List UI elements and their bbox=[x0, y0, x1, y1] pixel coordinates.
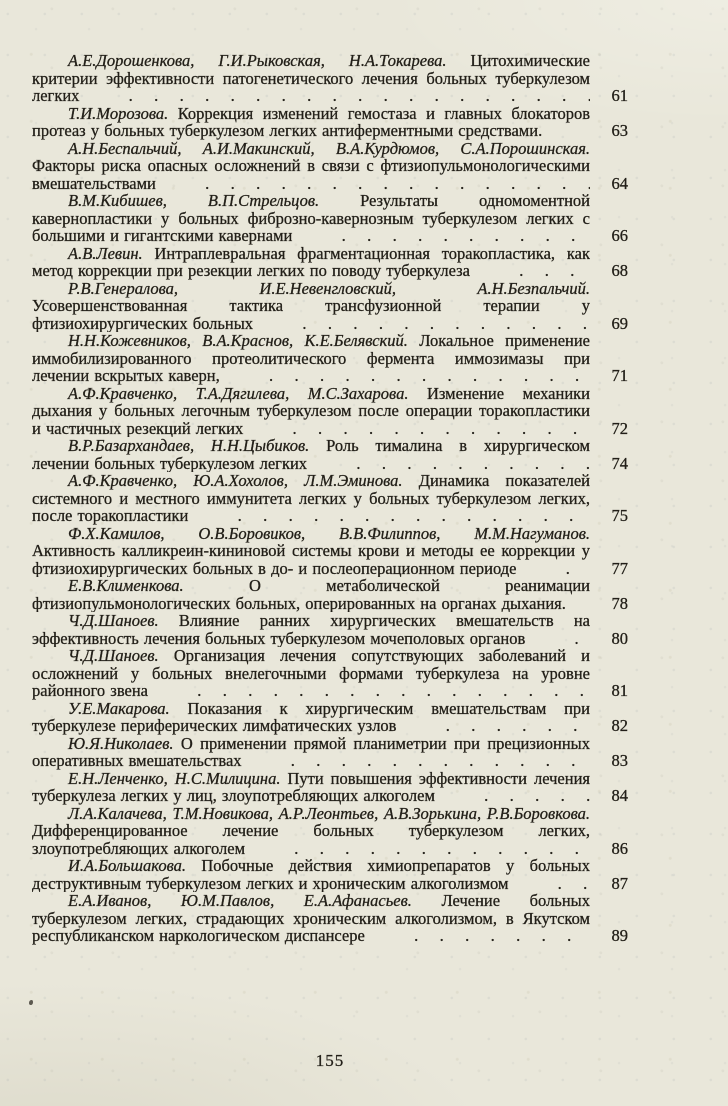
toc-entry bbox=[32, 245, 628, 280]
entry-text bbox=[32, 437, 590, 472]
entry-page-number: 74 bbox=[611, 453, 628, 473]
entry-authors: А.Ф.Кравченко, Ю.А.Хохолов, Л.М.Эминова. bbox=[68, 472, 419, 490]
entry-text bbox=[32, 700, 590, 735]
entry-title: Коррекция изменений гемостаза и главных блокаторов протеаз у больных туберкулезом легких антиферментными средствами. bbox=[32, 104, 590, 140]
entry-page-number: 69 bbox=[611, 313, 628, 333]
entry-title: Факторы риска опасных осложнений в связи с фтизиопульмонологическими вмешательствами bbox=[32, 156, 590, 192]
toc-entry bbox=[32, 52, 628, 105]
entry-title: Лечение больных туберкулезом легких, страдающих хроническим алкоголизмом, в Якутском республиканском наркологическом диспансере bbox=[32, 892, 590, 945]
toc-entry bbox=[32, 857, 628, 892]
entry-text bbox=[32, 577, 590, 612]
entry-title: Побочные действия химиопрепаратов у больных деструктивным туберкулезом легких и хроническим алкоголизмом bbox=[32, 857, 590, 892]
entry-authors: Ф.Х.Камилов, О.В.Боровиков, В.В.Филиппов, М.М.Нагуманов. bbox=[68, 524, 590, 543]
entry-text bbox=[32, 857, 590, 892]
toc-list bbox=[32, 52, 628, 945]
entry-authors: Е.А.Иванов, Ю.М.Павлов, Е.А.Афанасьев. bbox=[68, 892, 442, 910]
entry-authors: Ч.Д.Шаноев. bbox=[68, 647, 174, 665]
toc-entry bbox=[32, 472, 628, 525]
entry-authors: А.Ф.Кравченко, Т.А.Дягилева, М.С.Захарова. bbox=[68, 384, 427, 403]
entry-authors: Е.Н.Ленченко, Н.С.Милицина. bbox=[68, 769, 288, 788]
entry-page-number: 77 bbox=[611, 558, 628, 578]
entry-authors: А.Н.Беспальчий, А.И.Макинский, В.А.Курдюмов, С.А.Порошинская. bbox=[68, 139, 590, 158]
toc-entry bbox=[32, 280, 628, 333]
entry-page-number: 81 bbox=[611, 681, 628, 700]
entry-title: Интраплевральная фрагментационная торакопластика, как метод коррекции при резекции легких по поводу туберкулеза bbox=[32, 244, 590, 280]
entry-text bbox=[32, 192, 590, 245]
entry-text bbox=[32, 805, 590, 858]
page-number-footer: 155 bbox=[315, 1051, 345, 1070]
entry-title: Влияние ранних хирургических вмешательств на эффективность лечения больных туберкулезом мочеполовых органов bbox=[32, 612, 590, 647]
toc-entry bbox=[32, 577, 628, 612]
entry-text bbox=[32, 52, 590, 105]
entry-text bbox=[32, 647, 590, 700]
entry-page-number: 63 bbox=[611, 121, 628, 140]
toc-entry bbox=[32, 332, 628, 385]
toc-entry bbox=[32, 140, 628, 193]
entry-page-number: 83 bbox=[611, 751, 628, 770]
entry-text bbox=[32, 140, 590, 193]
entry-authors: Е.В.Клименкова. bbox=[68, 577, 249, 595]
toc-entry bbox=[32, 700, 628, 735]
entry-authors: Ч.Д.Шаноев. bbox=[68, 612, 179, 630]
entry-title: Результаты одномоментной кавернопластики у больных фиброзно-кавернозным туберкулезом легких с большими и гигантскими кавернами bbox=[32, 192, 590, 245]
entry-authors: Р.В.Генералова, И.Е.Невенгловский, А.Н.Безпальчий. bbox=[68, 279, 590, 298]
entry-title: Роль тималина в хирургическом лечении больных туберкулезом легких bbox=[32, 437, 590, 472]
entry-text bbox=[32, 472, 590, 525]
entry-title: Организация лечения сопутствующих заболеваний и осложнений у больных внелегочными формами туберкулеза на уровне районного звена bbox=[32, 647, 590, 700]
entry-text bbox=[32, 770, 590, 805]
entry-title: О метаболической реанимации фтизиопульмонологических больных, оперированных на органах дыхания. bbox=[32, 577, 590, 612]
entry-title: Локальное применение иммобилизированного протеолитического фермента иммозимазы при лечении вскрытых каверн, bbox=[32, 332, 590, 385]
entry-page-number: 61 bbox=[611, 86, 628, 105]
entry-authors: В.Р.Базархандаев, Н.Н.Цыбиков. bbox=[68, 437, 327, 455]
entry-page-number: 87 bbox=[611, 873, 628, 893]
entry-title: Пути повышения эффективности лечения туберкулеза легких у лиц, злоупотребляющих алкоголем bbox=[32, 769, 590, 805]
entry-title: Динамика показателей системного и местного иммунитета легких у больных туберкулезом легких, после торакопластики bbox=[32, 472, 590, 525]
toc-entry bbox=[32, 647, 628, 700]
entry-page-number: 78 bbox=[611, 593, 628, 613]
entry-authors: А.Е.Дорошенкова, Г.И.Рыковская, Н.А.Токарева. bbox=[68, 52, 471, 70]
entry-page-number: 86 bbox=[611, 838, 628, 858]
entry-page-number: 89 bbox=[611, 926, 628, 945]
entry-text bbox=[32, 735, 590, 770]
toc-entry bbox=[32, 437, 628, 472]
entry-page-number: 71 bbox=[611, 366, 628, 385]
entry-title: Цитохимические критерии эффективности патогенетического лечения больных туберкулезом легких bbox=[32, 52, 590, 105]
entry-page-number: 84 bbox=[611, 786, 628, 805]
entry-page-number: 64 bbox=[611, 173, 628, 193]
toc-entry bbox=[32, 805, 628, 858]
toc-entry bbox=[32, 892, 628, 945]
entry-text bbox=[32, 892, 590, 945]
toc-entry bbox=[32, 192, 628, 245]
entry-text bbox=[32, 332, 590, 385]
toc-entry bbox=[32, 770, 628, 805]
entry-title: Показания к хирургическим вмешательствам при туберкулезе периферических лимфатических узлов bbox=[32, 699, 590, 735]
entry-page-number: 80 bbox=[611, 628, 628, 648]
toc-entry bbox=[32, 385, 628, 438]
toc-entry bbox=[32, 735, 628, 770]
entry-authors: Т.И.Морозова. bbox=[68, 104, 178, 123]
entry-authors: Н.Н.Кожевников, В.А.Краснов, К.Е.Белявский. bbox=[68, 332, 420, 350]
entry-text bbox=[32, 525, 590, 578]
entry-page-number: 68 bbox=[611, 261, 628, 280]
entry-authors: А.В.Левин. bbox=[68, 244, 155, 263]
entry-title: Изменение механики дыхания у больных легочным туберкулезом после операции торакопластики и частичных резекций легких bbox=[32, 384, 590, 437]
entry-page-number: 82 bbox=[611, 716, 628, 735]
entry-text bbox=[32, 105, 590, 140]
entry-authors: У.Е.Макарова. bbox=[68, 699, 188, 718]
ink-speck-artifact bbox=[29, 1000, 33, 1005]
entry-authors: Л.А.Калачева, Т.М.Новикова, А.Р.Леонтьев, А.В.Зорькина, Р.В.Боровкова. bbox=[68, 804, 590, 823]
entry-title: Активность калликреин-кининовой системы крови и методы ее коррекции у фтизиохирургических больных в до- и послеоперационном периоде bbox=[32, 541, 590, 577]
entry-title: О применении прямой планиметрии при прецизионных оперативных вмешательствах bbox=[32, 734, 590, 770]
entry-title: Усовершенствованная тактика трансфузионной терапии у фтизиохирургических больных bbox=[32, 296, 590, 332]
entry-authors: Ю.Я.Николаев. bbox=[68, 734, 181, 753]
entry-authors: В.М.Кибишев, В.П.Стрельцов. bbox=[68, 192, 361, 210]
entry-text bbox=[32, 385, 590, 438]
entry-text bbox=[32, 280, 590, 333]
entry-text bbox=[32, 245, 590, 280]
toc-entry bbox=[32, 525, 628, 578]
entry-page-number: 72 bbox=[611, 418, 628, 438]
entry-text bbox=[32, 612, 590, 647]
entry-page-number: 66 bbox=[611, 226, 628, 245]
entry-page-number: 75 bbox=[611, 506, 628, 525]
toc-entry bbox=[32, 105, 628, 140]
toc-entry bbox=[32, 612, 628, 647]
entry-authors: И.А.Большакова. bbox=[68, 857, 202, 875]
entry-title: Дифференцированное лечение больных туберкулезом легких, злоупотребляющих алкоголем bbox=[32, 821, 590, 857]
